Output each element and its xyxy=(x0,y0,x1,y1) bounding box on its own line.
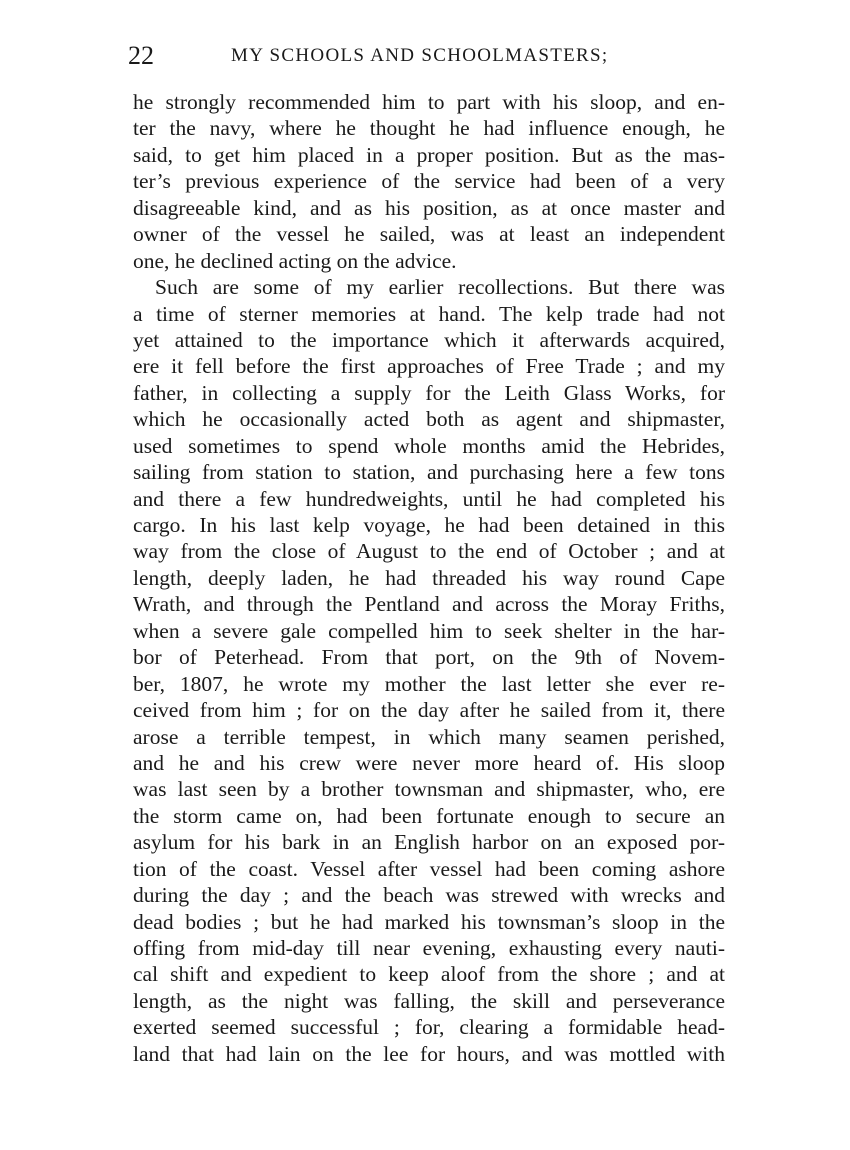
text-line: during the day ; and the beach was strewed with wrecks and xyxy=(133,883,725,908)
text-line: a time of sterner memories at hand. The kelp trade had not xyxy=(133,301,725,326)
text-line: the storm came on, had been fortunate enough to secure an xyxy=(133,803,725,828)
text-line: way from the close of August to the end of October ; and at xyxy=(133,539,725,564)
text-line: and there a few hundredweights, until he had completed his xyxy=(133,486,725,511)
text-line: ere it fell before the first approaches of Free Trade ; and my xyxy=(133,354,725,379)
text-line: disagreeable kind, and as his position, as at once master and xyxy=(133,195,725,220)
text-line: one, he declined acting on the advice. xyxy=(133,248,457,273)
text-line: length, as the night was falling, the skill and perseverance xyxy=(133,988,725,1013)
page-number: 22 xyxy=(128,41,154,70)
text-line: owner of the vessel he sailed, was at least an independent xyxy=(133,222,725,247)
text-line: and he and his crew were never more heard of. His sloop xyxy=(133,750,725,775)
text-line: arose a terrible tempest, in which many seamen perished, xyxy=(133,724,725,749)
text-line: offing from mid-day till near evening, exhausting every nauti- xyxy=(133,936,725,960)
text-line: land that had lain on the lee for hours, and was mottled with xyxy=(133,1041,725,1066)
text-line: yet attained to the importance which it afterwards acquired, xyxy=(133,327,725,352)
text-line: ter’s previous experience of the service had been of a very xyxy=(133,169,725,194)
text-line: Such are some of my earlier recollections. But there was xyxy=(155,275,725,300)
text-line: when a severe gale compelled him to seek shelter in the har- xyxy=(133,618,725,643)
body-text xyxy=(133,89,725,1067)
text-line: asylum for his bark in an English harbor on an exposed por- xyxy=(133,830,725,855)
text-line: length, deeply laden, he had threaded his way round Cape xyxy=(133,565,725,590)
text-line: Wrath, and through the Pentland and across the Moray Friths, xyxy=(133,592,725,617)
text-line: which he occasionally acted both as agent and shipmaster, xyxy=(133,407,725,432)
text-line: said, to get him placed in a proper position. But as the mas- xyxy=(133,142,725,167)
text-line: tion of the coast. Vessel after vessel had been coming ashore xyxy=(133,856,725,881)
text-line: was last seen by a brother townsman and shipmaster, who, ere xyxy=(133,777,725,802)
page-header xyxy=(128,36,728,76)
text-line: cal shift and expedient to keep aloof from the shore ; and at xyxy=(133,962,725,987)
text-line: cargo. In his last kelp voyage, he had been detained in this xyxy=(133,513,725,537)
text-line: he strongly recommended him to part with his sloop, and en- xyxy=(133,90,725,114)
text-line: sailing from station to station, and purchasing here a few tons xyxy=(133,460,725,485)
text-line: used sometimes to spend whole months amid the Hebrides, xyxy=(133,433,725,458)
text-line: bor of Peterhead. From that port, on the 9th of Novem- xyxy=(133,645,725,670)
text-line: father, in collecting a supply for the Leith Glass Works, for xyxy=(133,380,725,405)
text-line: ceived from him ; for on the day after he sailed from it, there xyxy=(133,698,725,723)
running-title: MY SCHOOLS AND SCHOOLMASTERS; xyxy=(231,45,609,66)
text-line: dead bodies ; but he had marked his townsman’s sloop in the xyxy=(133,909,725,934)
text-line: exerted seemed successful ; for, clearing a formidable head- xyxy=(133,1015,725,1040)
text-line: ter the navy, where he thought he had influence enough, he xyxy=(133,116,725,141)
text-line: ber, 1807, he wrote my mother the last letter she ever re- xyxy=(133,671,725,696)
